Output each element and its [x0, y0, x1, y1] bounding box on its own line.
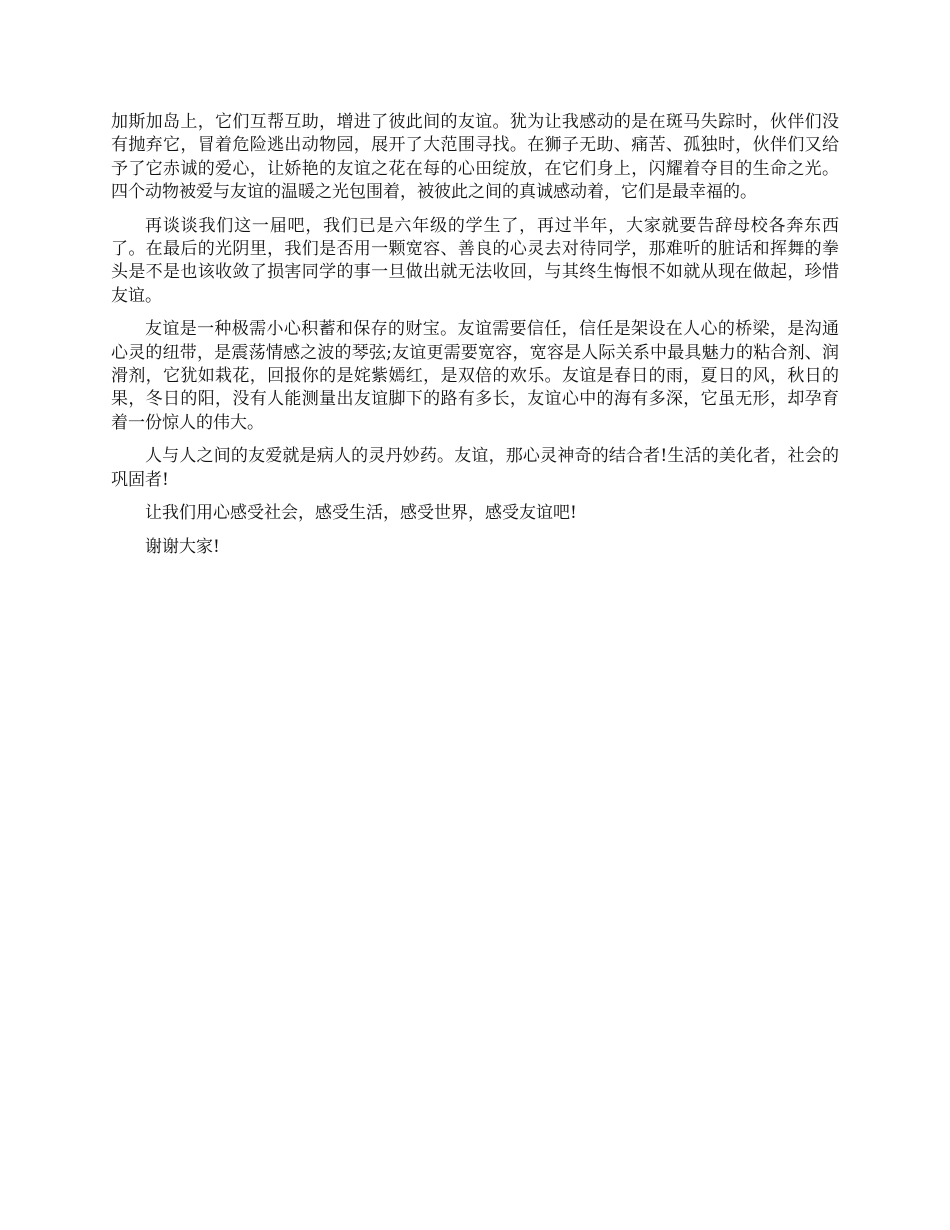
paragraph-4: 人与人之间的友爱就是病人的灵丹妙药。友谊，那心灵神奇的结合者!生活的美化者，社会的巩固者! [111, 446, 839, 490]
paragraph-5: 让我们用心感受社会，感受生活，感受世界，感受友谊吧! [145, 503, 577, 524]
paragraph-2: 再谈谈我们这一届吧，我们已是六年级的学生了，再过半年，大家就要告辞母校各奔东西了。在最后的光阴里，我们是否用一颗宽容、善良的心灵去对待同学，那难听的脏话和挥舞的拳头是不是也该收敛了损害同学的事一旦做出就无法收回，与其终生悔恨不如就从现在做起，珍惜友谊。 [111, 215, 839, 306]
paragraph-1: 加斯加岛上，它们互帮互助，增进了彼此间的友谊。犹为让我感动的是在斑马失踪时，伙伴们没有抛弃它，冒着危险逃出动物园，展开了大范围寻找。在狮子无助、痛苦、孤独时，伙伴们又给予了它赤诚的爱心，让娇艳的友谊之花在每的心田绽放，在它们身上，闪耀着夺目的生命之光。四个动物被爱与友谊的温暖之光包围着，被彼此之间的真诚感动着，它们是最幸福的。 [111, 112, 839, 203]
document-body [111, 111, 839, 569]
paragraph-6: 谢谢大家! [145, 536, 220, 557]
paragraph-3: 友谊是一种极需小心积蓄和保存的财宝。友谊需要信任，信任是架设在人心的桥梁，是沟通心灵的纽带，是震荡情感之波的琴弦;友谊更需要宽容，宽容是人际关系中最具魅力的粘合剂、润滑剂，它犹如栽花，回报你的是姹紫嫣红，是双倍的欢乐。友谊是春日的雨，夏日的风，秋日的果，冬日的阳，没有人能测量出友谊脚下的路有多长，友谊心中的海有多深，它虽无形，却孕育着一份惊人的伟大。 [111, 319, 839, 433]
